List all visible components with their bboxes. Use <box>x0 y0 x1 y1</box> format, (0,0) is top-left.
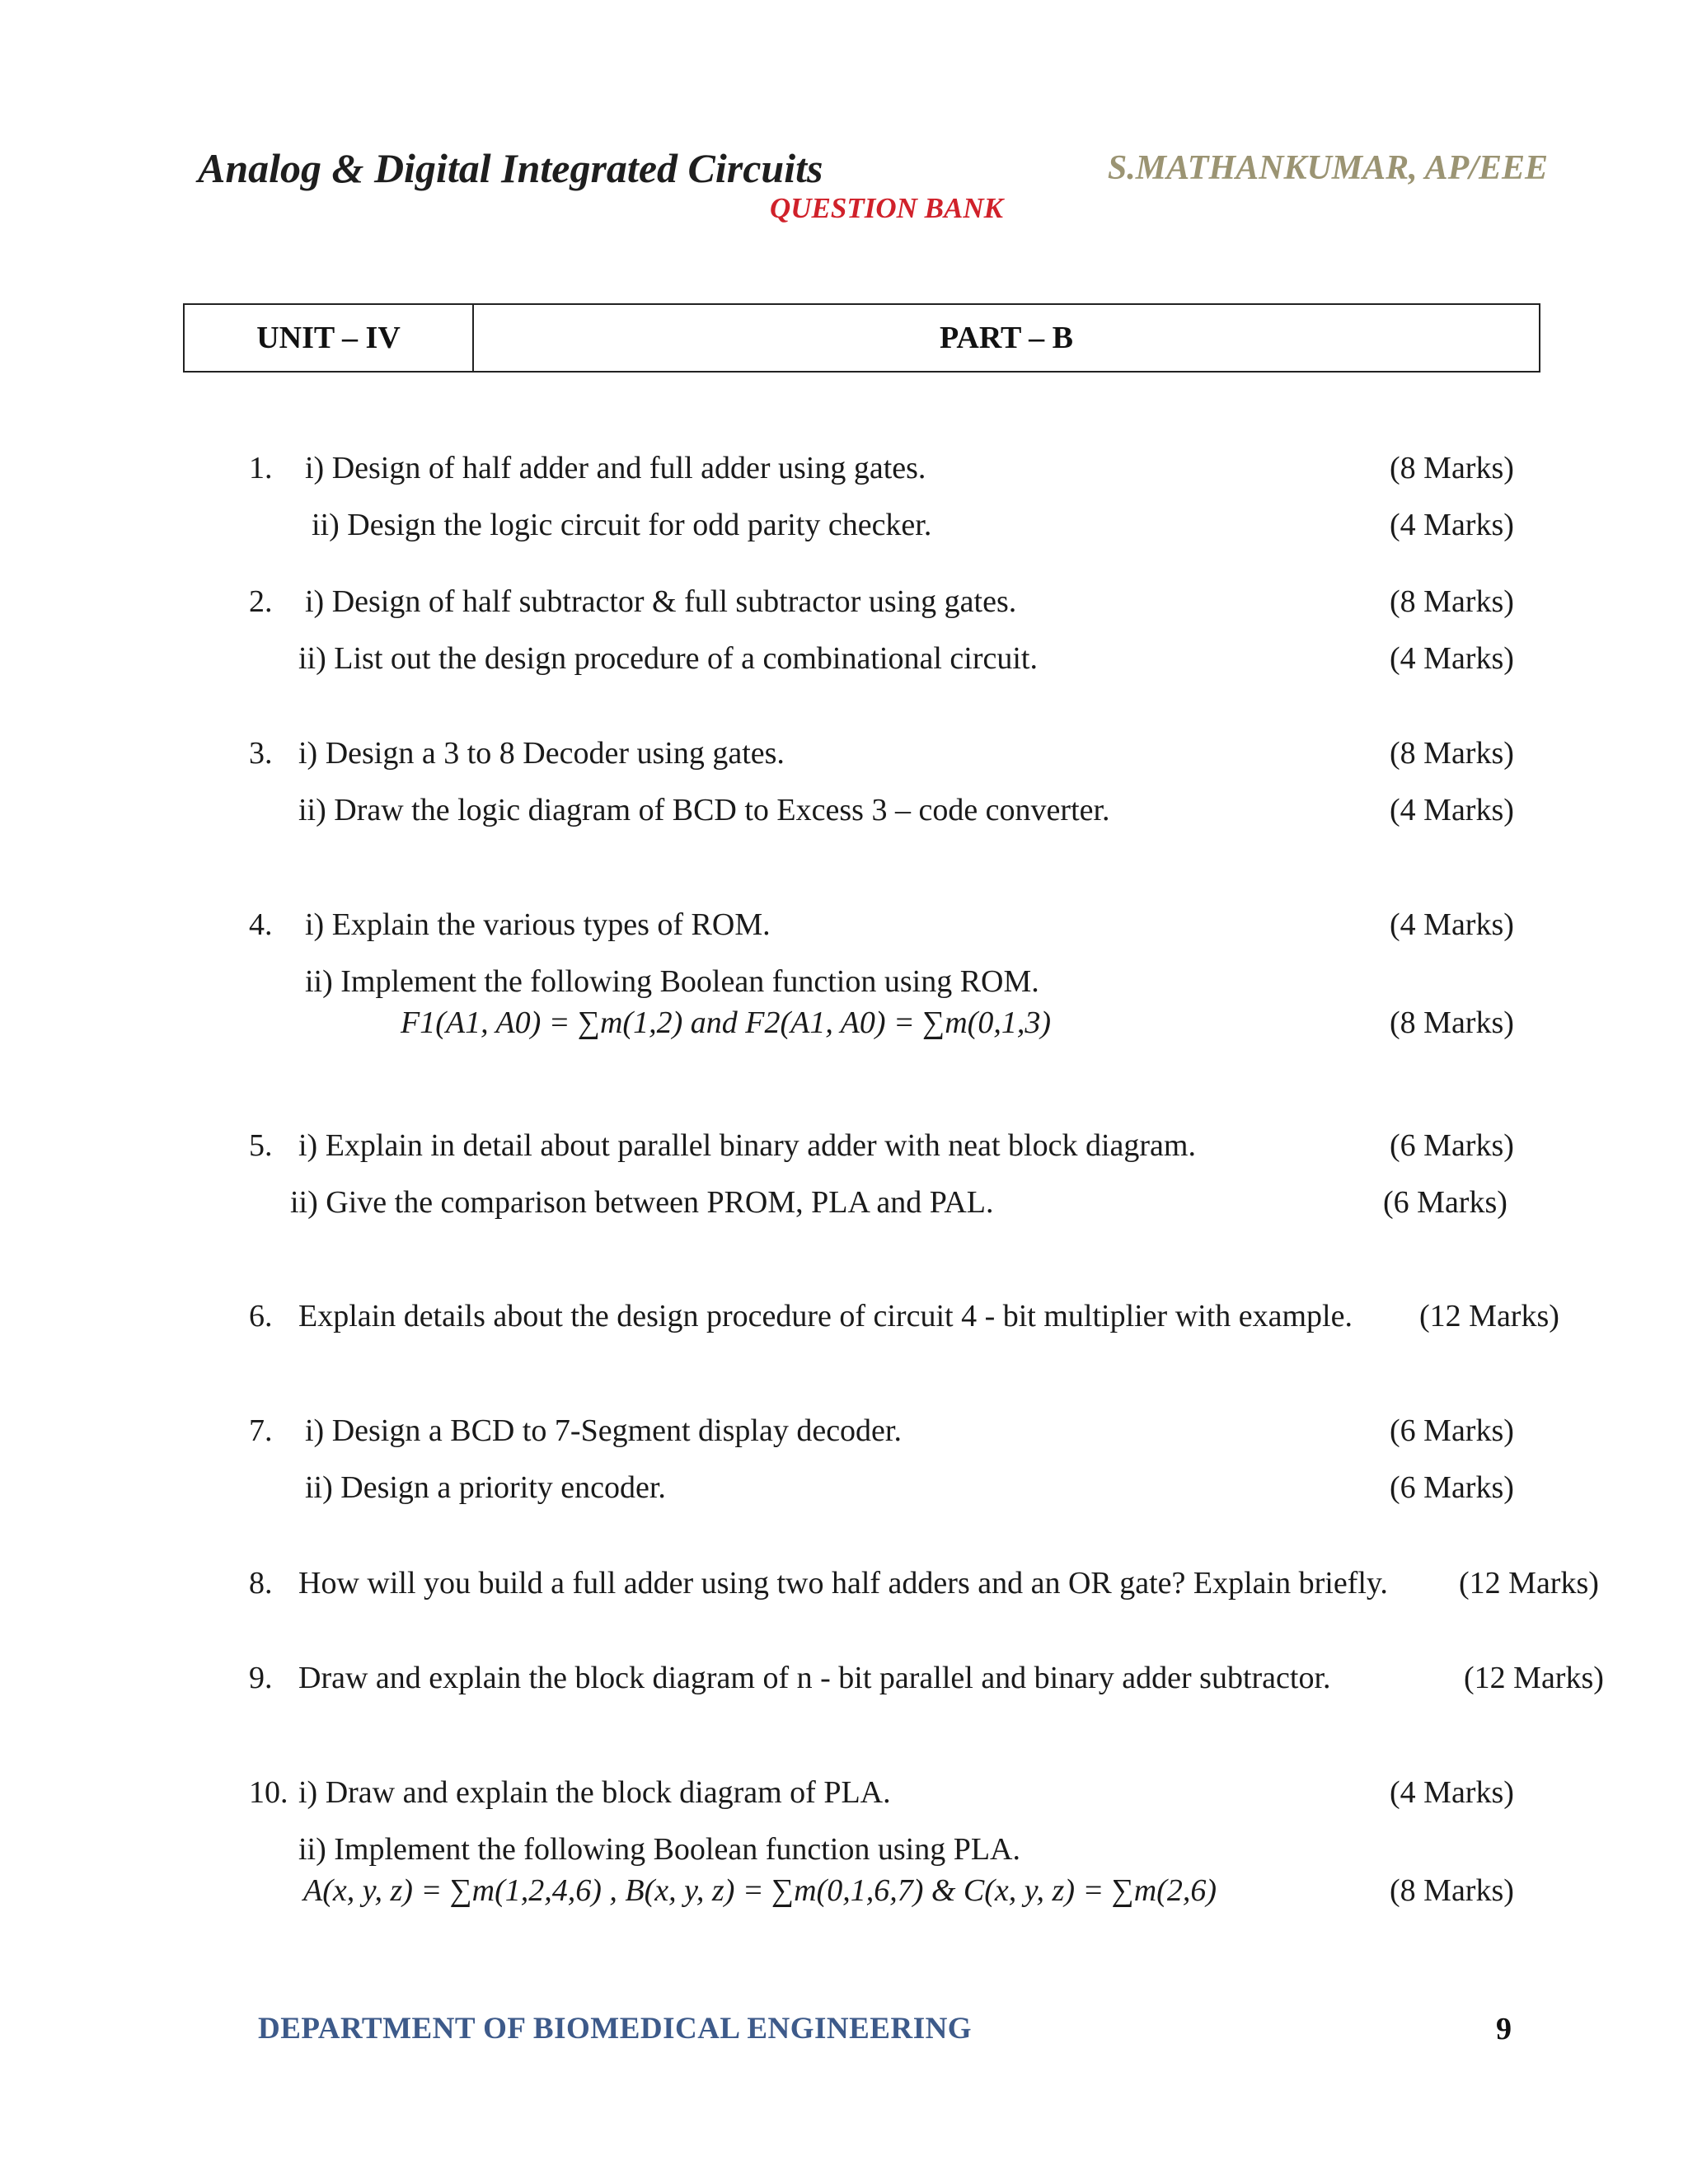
question-part-text: ii) Draw the logic diagram of BCD to Excess 3 – code converter. <box>298 793 1110 827</box>
question-part-text: ii) List out the design procedure of a combinational circuit. <box>298 641 1038 676</box>
question-part-text: ii) Implement the following Boolean function using PLA. <box>298 1832 1020 1867</box>
question-part-text: i) Draw and explain the block diagram of PLA. <box>298 1775 891 1810</box>
question-part-text: i) Design of half adder and full adder using gates. <box>305 451 926 485</box>
page-number: 9 <box>1496 2012 1512 2046</box>
question-marks: (6 Marks) <box>1383 1185 1507 1220</box>
question-part-text: i) Design a BCD to 7-Segment display decoder. <box>305 1413 902 1448</box>
question-marks: (4 Marks) <box>1390 508 1514 542</box>
question-number: 1. <box>249 451 273 485</box>
question-number: 4. <box>249 907 273 942</box>
question-number: 9. <box>249 1661 273 1695</box>
part-label: PART – B <box>940 321 1073 355</box>
question-marks: (8 Marks) <box>1390 584 1514 619</box>
question-marks: (4 Marks) <box>1390 1775 1514 1810</box>
question-marks: (4 Marks) <box>1390 641 1514 676</box>
course-title: Analog & Digital Integrated Circuits <box>198 145 823 191</box>
question-part-text: ii) Implement the following Boolean function using ROM. <box>305 964 1039 999</box>
question-marks: (8 Marks) <box>1390 1005 1514 1040</box>
question-marks: (8 Marks) <box>1390 451 1514 485</box>
footer-department: DEPARTMENT OF BIOMEDICAL ENGINEERING <box>258 2012 973 2046</box>
question-number: 8. <box>249 1566 273 1601</box>
question-part-text: i) Design of half subtractor & full subtractor using gates. <box>305 584 1017 619</box>
question-number: 10. <box>249 1775 288 1810</box>
question-part-text: i) Explain the various types of ROM. <box>305 907 771 942</box>
question-part-text: i) Explain in detail about parallel binary adder with neat block diagram. <box>298 1128 1196 1163</box>
boolean-formula: A(x, y, z) = ∑m(1,2,4,6) , B(x, y, z) = ∑m(0,1,6,7) & C(x, y, z) = ∑m(2,6) <box>303 1873 1217 1908</box>
question-part-text: Draw and explain the block diagram of n - bit parallel and binary adder subtractor. <box>298 1661 1331 1695</box>
question-marks: (12 Marks) <box>1419 1299 1559 1333</box>
question-part-text: How will you build a full adder using two half adders and an OR gate? Explain briefly. <box>298 1566 1388 1601</box>
question-part-text: i) Design a 3 to 8 Decoder using gates. <box>298 736 785 771</box>
question-part-text: ii) Design a priority encoder. <box>305 1470 666 1505</box>
question-marks: (8 Marks) <box>1390 736 1514 771</box>
question-part-text: ii) Give the comparison between PROM, PLA and PAL. <box>290 1185 994 1220</box>
question-marks: (12 Marks) <box>1464 1661 1604 1695</box>
unit-part-table <box>183 303 1540 373</box>
boolean-formula: F1(A1, A0) = ∑m(1,2) and F2(A1, A0) = ∑m(0,1,3) <box>401 1005 1051 1040</box>
question-marks: (6 Marks) <box>1390 1413 1514 1448</box>
question-number: 3. <box>249 736 273 771</box>
question-part-text: ii) Design the logic circuit for odd parity checker. <box>312 508 932 542</box>
question-marks: (6 Marks) <box>1390 1128 1514 1163</box>
author-name: S.MATHANKUMAR, AP/EEE <box>1107 149 1548 187</box>
question-marks: (12 Marks) <box>1459 1566 1599 1601</box>
question-number: 7. <box>249 1413 273 1448</box>
question-number: 2. <box>249 584 273 619</box>
question-marks: (8 Marks) <box>1390 1873 1514 1908</box>
question-number: 5. <box>249 1128 273 1163</box>
question-part-text: Explain details about the design procedure of circuit 4 - bit multiplier with example. <box>298 1299 1353 1333</box>
question-marks: (4 Marks) <box>1390 793 1514 827</box>
question-marks: (4 Marks) <box>1390 907 1514 942</box>
unit-label: UNIT – IV <box>185 305 474 371</box>
question-marks: (6 Marks) <box>1390 1470 1514 1505</box>
question-number: 6. <box>249 1299 273 1333</box>
document-subtitle: QUESTION BANK <box>770 192 1003 224</box>
